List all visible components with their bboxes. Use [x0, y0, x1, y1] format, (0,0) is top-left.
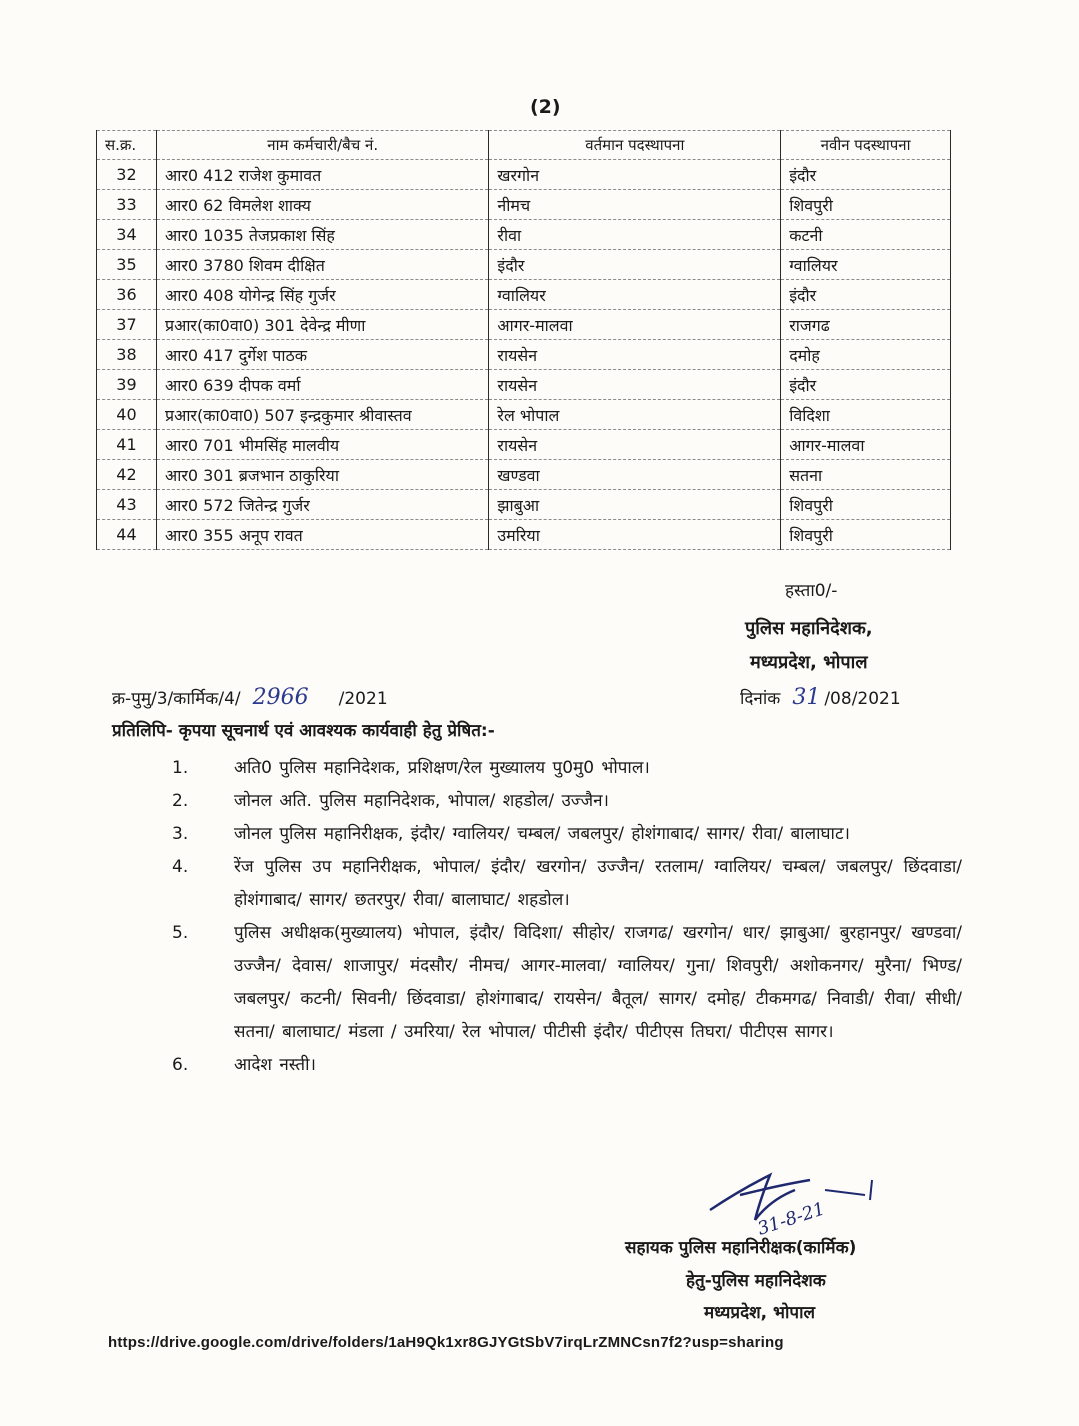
copy-item-text: जोनल पुलिस महानिरीक्षक, इंदौर/ ग्वालियर/ चम्बल/ जबलपुर/ होशंगाबाद/ सागर/ रीवा/ बालाघाट। — [234, 824, 850, 844]
current-posting-cell: रीवा — [489, 220, 781, 250]
copy-item-number: 5. — [172, 923, 189, 943]
signed-note: हस्ता0/- — [785, 581, 838, 601]
serial-cell: 32 — [97, 160, 157, 190]
copy-item-text: अति0 पुलिस महानिदेशक, प्रशिक्षण/रेल मुख्यालय पु0मु0 भोपाल। — [234, 758, 650, 778]
table-row — [97, 340, 951, 370]
table-row — [97, 400, 951, 430]
employee-name-cell: आर0 412 राजेश कुमावत — [156, 160, 488, 190]
page-number: (2) — [530, 96, 561, 118]
new-posting-cell: राजगढ — [781, 310, 951, 340]
table-row — [97, 280, 951, 310]
serial-cell: 36 — [97, 280, 157, 310]
signature-date: 31-8-21 — [755, 1198, 828, 1240]
serial-cell: 42 — [97, 460, 157, 490]
current-posting-cell: नीमच — [489, 190, 781, 220]
copy-item-number: 4. — [172, 857, 189, 877]
employee-name-cell: आर0 355 अनूप रावत — [156, 520, 488, 550]
signatory-title: पुलिस महानिदेशक, — [745, 618, 873, 639]
serial-cell: 38 — [97, 340, 157, 370]
new-posting-cell: ग्वालियर — [781, 250, 951, 280]
signature-mark — [700, 1160, 900, 1240]
drive-link[interactable]: https://drive.google.com/drive/folders/1aH9Qk1xr8GJYGtSbV7irqLrZMNCsn7f2?usp=sharing — [108, 1334, 784, 1351]
new-posting-cell: इंदौर — [781, 280, 951, 310]
table-row — [97, 490, 951, 520]
employee-name-cell: आर0 1035 तेजप्रकाश सिंह — [156, 220, 488, 250]
table-row — [97, 520, 951, 550]
employee-name-cell: आर0 701 भीमसिंह मालवीय — [156, 430, 488, 460]
bottom-place: मध्यप्रदेश, भोपाल — [704, 1303, 815, 1323]
serial-cell: 39 — [97, 370, 157, 400]
serial-cell: 41 — [97, 430, 157, 460]
copy-to-item — [172, 752, 962, 785]
table-row — [97, 220, 951, 250]
copy-item-number: 2. — [172, 791, 189, 811]
new-posting-cell: दमोह — [781, 340, 951, 370]
date-handwritten-day: 31 — [792, 685, 821, 710]
new-posting-cell: आगर-मालवा — [781, 430, 951, 460]
current-posting-cell: इंदौर — [489, 250, 781, 280]
serial-cell: 37 — [97, 310, 157, 340]
copy-to-item — [172, 851, 962, 917]
new-posting-cell: इंदौर — [781, 370, 951, 400]
new-posting-cell: सतना — [781, 460, 951, 490]
serial-cell: 40 — [97, 400, 157, 430]
new-posting-cell: शिवपुरी — [781, 520, 951, 550]
employee-name-cell: आर0 572 जितेन्द्र गुर्जर — [156, 490, 488, 520]
copy-item-text: रेंज पुलिस उप महानिरीक्षक, भोपाल/ इंदौर/ खरगोन/ उज्जैन/ रतलाम/ ग्वालियर/ चम्बल/ जबलपुर/ छिंदवाडा/ होशंगाबाद/ सागर/ छतरपुर/ रीवा/ बालाघाट/ शहडोल। — [234, 857, 962, 910]
employee-name-cell: आर0 639 दीपक वर्मा — [156, 370, 488, 400]
reference-prefix: क्र-पुमु/3/कार्मिक/4/ — [112, 689, 241, 709]
employee-name-cell: प्रआर(का0वा0) 507 इन्द्रकुमार श्रीवास्तव — [156, 400, 488, 430]
copy-item-number: 3. — [172, 824, 189, 844]
serial-cell: 33 — [97, 190, 157, 220]
table-body — [97, 160, 951, 550]
copy-to-item — [172, 818, 962, 851]
date-label: दिनांक — [740, 689, 781, 709]
reference-handwritten-number: 2966 — [252, 685, 309, 710]
on-behalf-title: हेतु-पुलिस महानिदेशक — [686, 1271, 826, 1291]
reference-year: /2021 — [338, 689, 388, 709]
col-name-header: नाम कर्मचारी/बैच नं. — [156, 131, 488, 160]
table-row — [97, 190, 951, 220]
serial-cell: 44 — [97, 520, 157, 550]
col-serial-header: स.क्र. — [97, 131, 157, 160]
assistant-ig-title: सहायक पुलिस महानिरीक्षक(कार्मिक) — [625, 1238, 857, 1258]
copy-item-text: आदेश नस्ती। — [234, 1055, 316, 1075]
handwritten-signature — [700, 1160, 900, 1244]
copy-to-item — [172, 785, 962, 818]
serial-cell: 35 — [97, 250, 157, 280]
current-posting-cell: रेल भोपाल — [489, 400, 781, 430]
current-posting-cell: आगर-मालवा — [489, 310, 781, 340]
issue-date — [740, 685, 901, 710]
new-posting-cell: विदिशा — [781, 400, 951, 430]
employee-name-cell: आर0 3780 शिवम दीक्षित — [156, 250, 488, 280]
table-row — [97, 250, 951, 280]
col-current-posting-header: वर्तमान पदस्थापना — [489, 131, 781, 160]
table-row — [97, 460, 951, 490]
copy-item-number: 1. — [172, 758, 189, 778]
table-row — [97, 160, 951, 190]
current-posting-cell: खरगोन — [489, 160, 781, 190]
new-posting-cell: शिवपुरी — [781, 490, 951, 520]
current-posting-cell: खण्डवा — [489, 460, 781, 490]
copy-item-text: जोनल अति. पुलिस महानिदेशक, भोपाल/ शहडोल/ उज्जैन। — [234, 791, 609, 811]
signatory-place: मध्यप्रदेश, भोपाल — [750, 652, 868, 673]
current-posting-cell: रायसेन — [489, 430, 781, 460]
copy-to-list — [172, 752, 962, 1082]
new-posting-cell: इंदौर — [781, 160, 951, 190]
copy-item-text: पुलिस अधीक्षक(मुख्यालय) भोपाल, इंदौर/ विदिशा/ सीहोर/ राजगढ/ खरगोन/ धार/ झाबुआ/ बुरहानपुर/ खण्डवा/ उज्जैन/ देवास/ शाजापुर/ मंदसौर/ नीमच/ आगर-मालवा/ ग्वालियर/ गुना/ शिवपुरी/ अशोकनगर/ मुरैना/ भिण्ड/ जबलपुर/ कटनी/ सिवनी/ छिंदवाडा/ होशंगाबाद/ रायसेन/ बैतूल/ सागर/ दमोह/ टीकमगढ/ निवाडी/ रीवा/ सीधी/ सतना/ बालाघाट/ मंडला / उमरिया/ रेल भोपाल/ पीटीसी इंदौर/ पीटीएस तिघरा/ पीटीएस सागर। — [234, 923, 962, 1042]
date-rest: /08/2021 — [824, 689, 901, 709]
transfer-table — [96, 130, 951, 550]
employee-name-cell: आर0 417 दुर्गेश पाठक — [156, 340, 488, 370]
reference-number — [112, 685, 388, 710]
copy-to-heading: प्रतिलिपि- कृपया सूचनार्थ एवं आवश्यक कार्यवाही हेतु प्रेषित:- — [112, 721, 495, 741]
employee-name-cell: आर0 301 ब्रजभान ठाकुरिया — [156, 460, 488, 490]
employee-name-cell: आर0 408 योगेन्द्र सिंह गुर्जर — [156, 280, 488, 310]
copy-item-number: 6. — [172, 1055, 189, 1075]
new-posting-cell: शिवपुरी — [781, 190, 951, 220]
col-new-posting-header: नवीन पदस्थापना — [781, 131, 951, 160]
table-header-row — [97, 131, 951, 160]
copy-to-item — [172, 1049, 962, 1082]
copy-to-item — [172, 917, 962, 1049]
employee-name-cell: आर0 62 विमलेश शाक्य — [156, 190, 488, 220]
current-posting-cell: ग्वालियर — [489, 280, 781, 310]
current-posting-cell: झाबुआ — [489, 490, 781, 520]
employee-name-cell: प्रआर(का0वा0) 301 देवेन्द्र मीणा — [156, 310, 488, 340]
current-posting-cell: उमरिया — [489, 520, 781, 550]
serial-cell: 43 — [97, 490, 157, 520]
serial-cell: 34 — [97, 220, 157, 250]
current-posting-cell: रायसेन — [489, 370, 781, 400]
current-posting-cell: रायसेन — [489, 340, 781, 370]
table-row — [97, 430, 951, 460]
table-row — [97, 310, 951, 340]
new-posting-cell: कटनी — [781, 220, 951, 250]
table-row — [97, 370, 951, 400]
